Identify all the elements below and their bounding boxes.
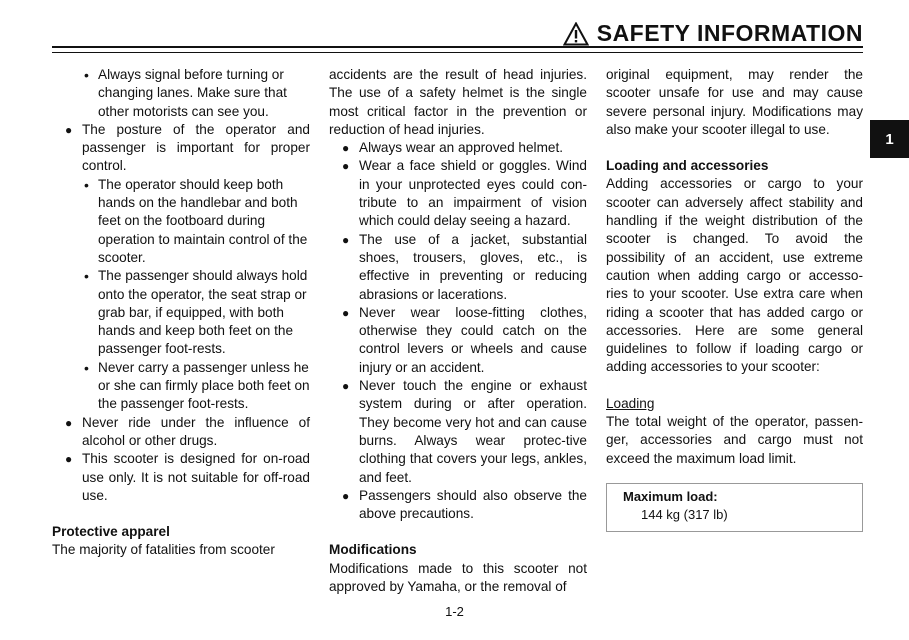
section-title: SAFETY INFORMATION bbox=[596, 20, 863, 46]
column-2 bbox=[329, 66, 587, 596]
list-item-face-shield: ● Wear a face shield or goggles. Wind in your unprotected eyes could con-tribute to an impairment of vision which could delay seeing a hazard. bbox=[329, 157, 587, 230]
list-item-posture: ● The posture of the operator and passenger is important for proper control. bbox=[52, 121, 310, 176]
paragraph-head-injuries: accidents are the result of head injuries. The use of a safety helmet is the single most critical factor in the prevention or reduction of head injuries. bbox=[329, 67, 587, 137]
header-rule-thin bbox=[52, 52, 863, 53]
column-3 bbox=[606, 66, 863, 532]
heading-loading-accessories: Loading and accessories bbox=[606, 158, 769, 174]
paragraph-total-weight: The total weight of the operator, passen-ger, accessories and cargo must not exceed the maximum load limit. bbox=[606, 414, 863, 466]
paragraph-original-equipment: original equipment, may render the scooter unsafe for use and may cause severe personal injury. Modifications may also make your scooter illegal to use. bbox=[606, 67, 863, 137]
list-item-never-ride: ● Never ride under the influence of alcohol or other drugs. bbox=[52, 414, 310, 451]
column-1 bbox=[52, 66, 310, 560]
list-item-signal: • Always signal before turning or changing lanes. Make sure that other motorists can see you. bbox=[52, 66, 310, 121]
warning-triangle-icon bbox=[563, 22, 589, 46]
list-item-designed: ● This scooter is designed for on-road use only. It is not suitable for off-road use. bbox=[52, 450, 310, 505]
chapter-tab[interactable] bbox=[870, 120, 909, 158]
list-item-jacket: ● The use of a jacket, substantial shoes, trousers, gloves, etc., is effective in preventing or reducing abrasions or lacerations. bbox=[329, 231, 587, 304]
list-item-passenger-hold: • The passenger should always hold onto the operator, the seat strap or grab bar, if equipped, with both hands and keep both feet on the passenger foot-rests. bbox=[52, 267, 310, 358]
paragraph-loading: Adding accessories or cargo to your scooter can adversely affect stability and handling if the weight distribution of the scooter is changed. To avoid the possibility of an accident, use extreme caution when adding cargo or accesso-ries to your scooter. Use extra care when riding a scooter that has added cargo or accessories. Here are some general guidelines to follow if loading cargo or adding accessories to your scooter: bbox=[606, 176, 863, 375]
maximum-load-value: 144 kg (317 lb) bbox=[641, 507, 728, 523]
list-item-engine: ● Never touch the engine or exhaust system during or after operation. They become very hot and can cause burns. Always wear protec-tive clothing that covers your legs, ankles, and feet. bbox=[329, 377, 587, 487]
header-rule bbox=[52, 46, 863, 48]
maximum-load-box bbox=[606, 483, 863, 532]
list-item-loose-clothes: ● Never wear loose-fitting clothes, otherwise they could catch on the control levers or wheels and cause injury or an accident. bbox=[329, 304, 587, 377]
list-item-helmet: ● Always wear an approved helmet. bbox=[329, 139, 587, 157]
chapter-tab-label: 1 bbox=[885, 130, 894, 148]
heading-protective-apparel: Protective apparel bbox=[52, 524, 170, 540]
list-item-never-carry: • Never carry a passenger unless he or she can firmly place both feet on the passenger foot-rests. bbox=[52, 359, 310, 414]
section-header bbox=[563, 20, 863, 47]
page-number: 1-2 bbox=[445, 604, 464, 619]
subheading-loading: Loading bbox=[606, 395, 655, 411]
paragraph-protective: The majority of fatalities from scooter bbox=[52, 542, 275, 558]
list-item-operator-keep: • The operator should keep both hands on the handlebar and both feet on the footboard during operation to maintain control of the scooter. bbox=[52, 176, 310, 267]
paragraph-modifications: Modifications made to this scooter not approved by Yamaha, or the removal of bbox=[329, 560, 587, 595]
list-item-passengers: ● Passengers should also observe the above precautions. bbox=[329, 487, 587, 524]
maximum-load-label: Maximum load: bbox=[623, 488, 718, 504]
heading-modifications: Modifications bbox=[329, 542, 417, 558]
